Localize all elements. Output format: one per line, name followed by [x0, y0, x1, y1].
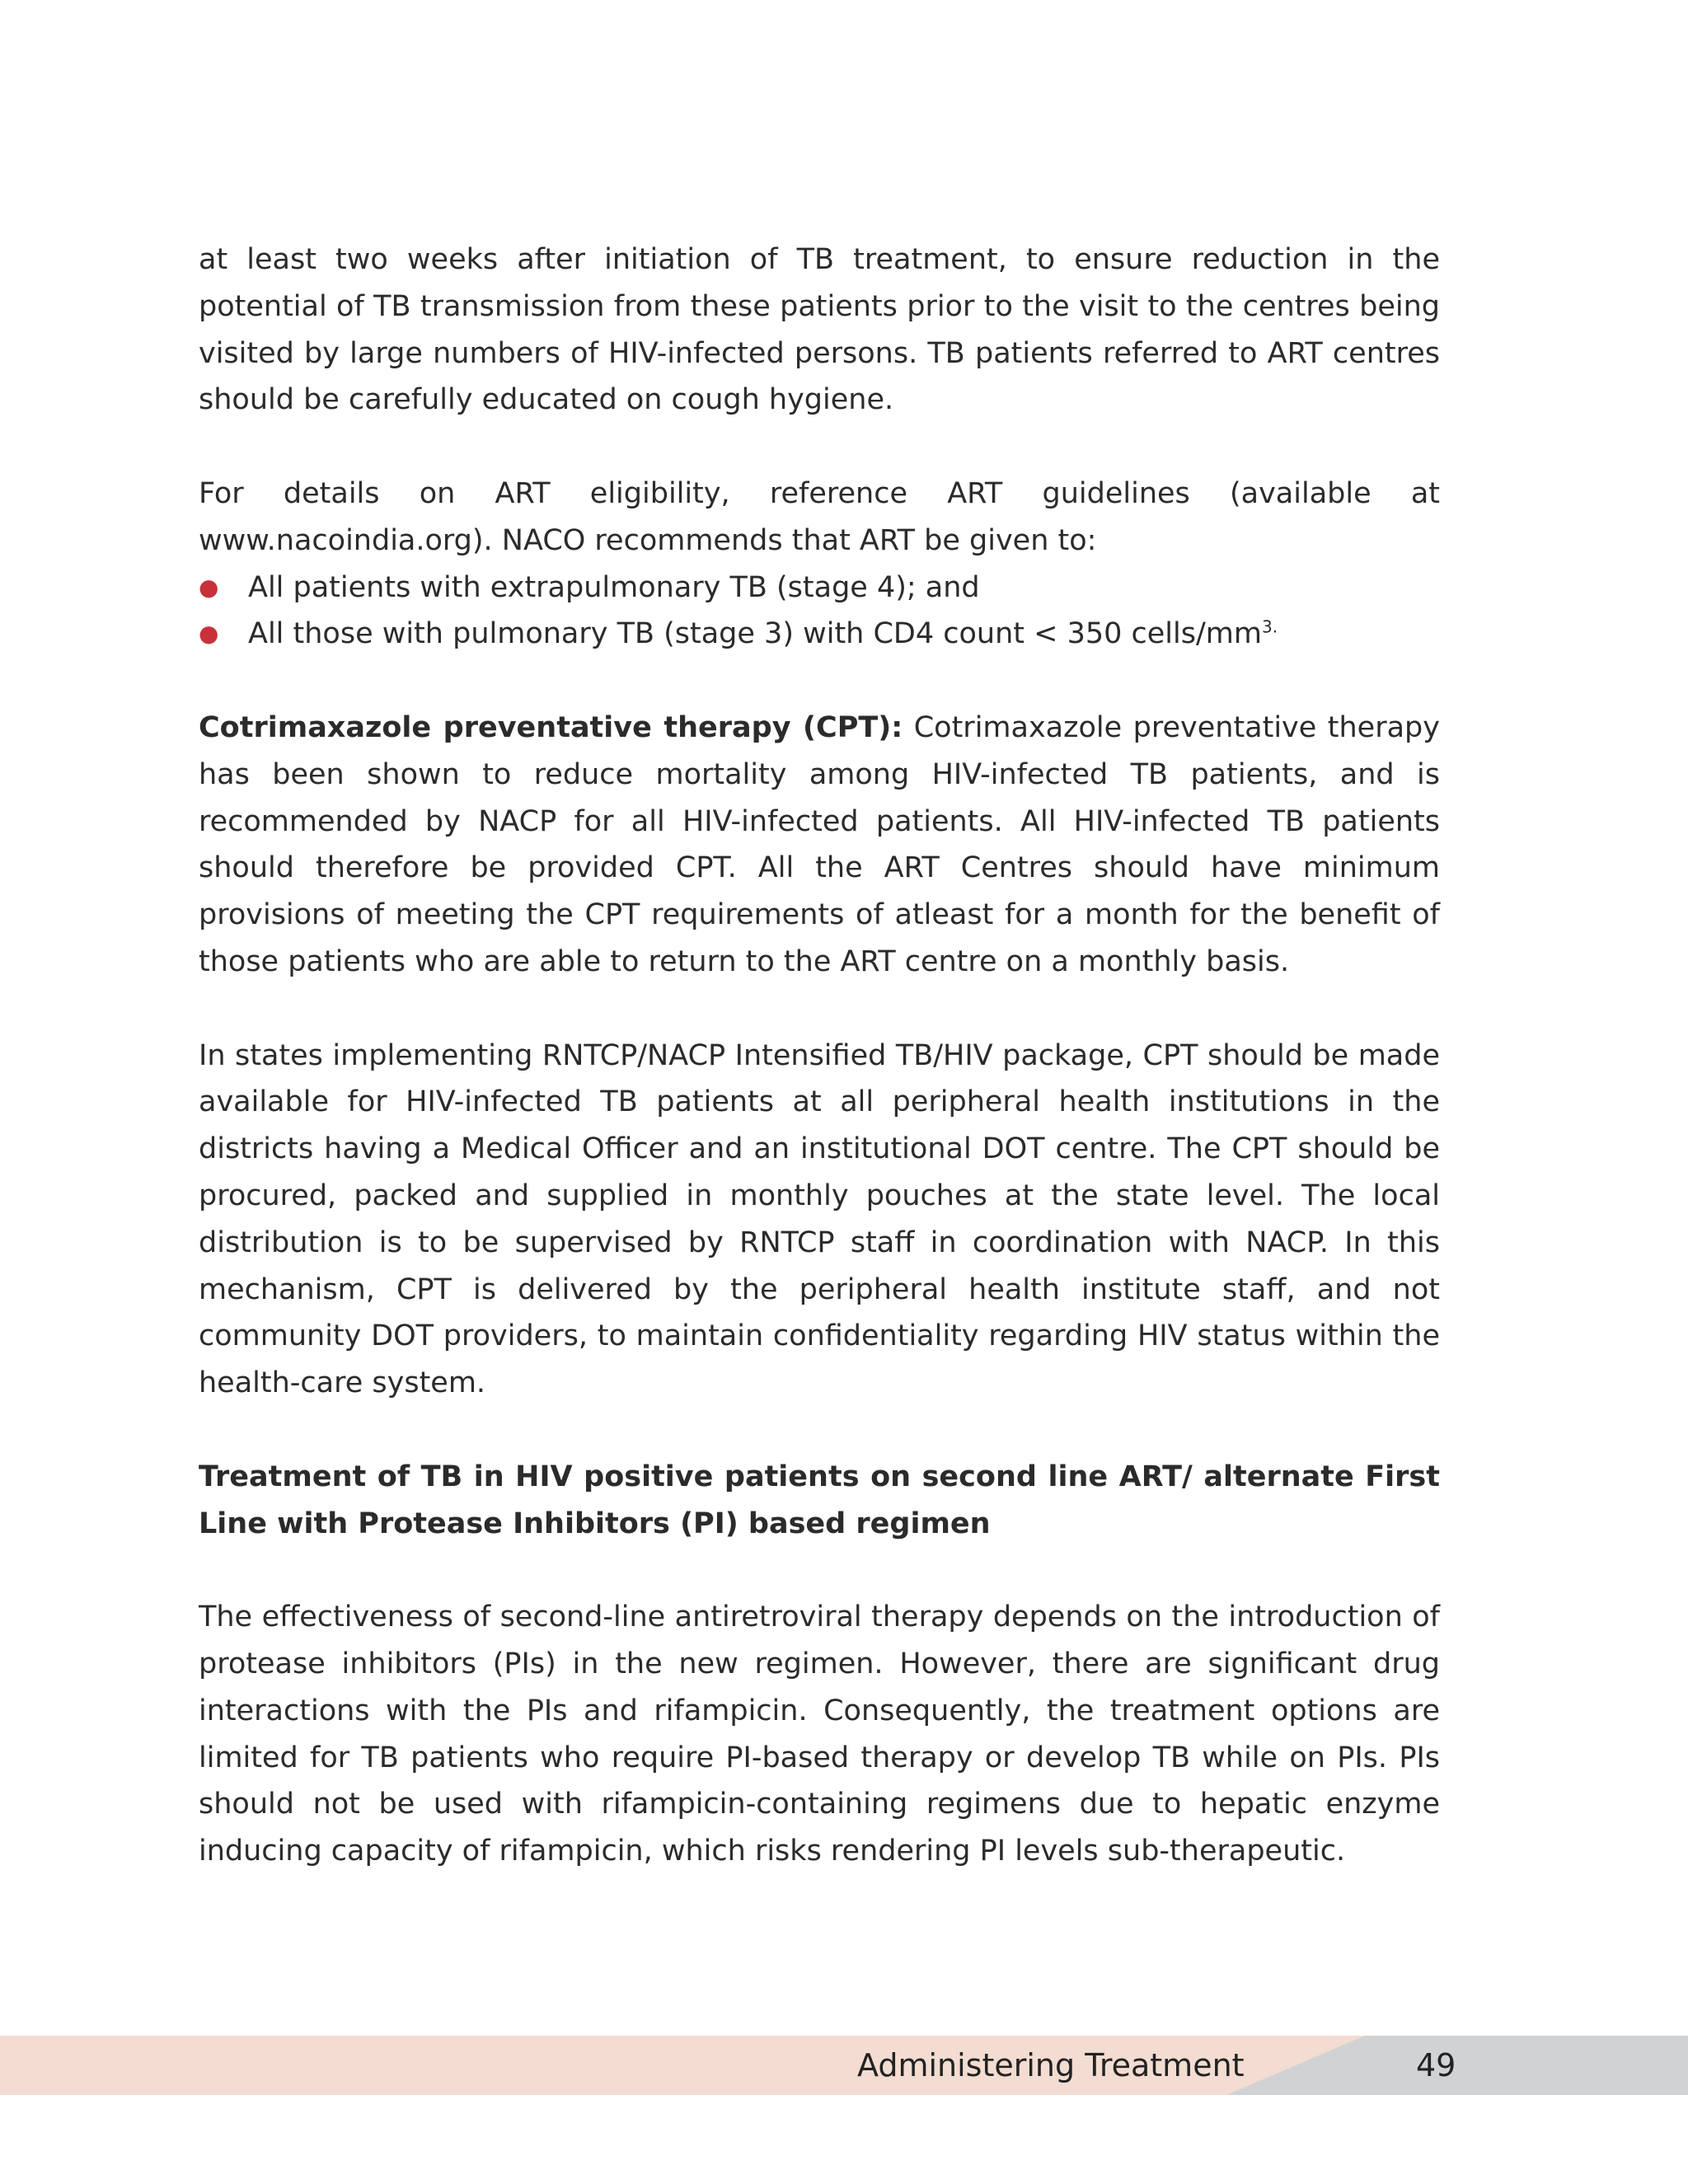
bullet-icon: ● — [199, 573, 219, 601]
paragraph-protease-inhibitors: The effectiveness of second-line antiretroviral therapy depends on the introduction of protease inhibitors (PIs) in the new regimen. However, there are significant drug interactions with the PIs and rifampicin. Consequently, the treatment options are limited for TB patients who require PI-based therapy or develop TB while on PIs. PIs should not be used with rifampicin-containing regimens due to hepatic enzyme inducing capacity of rifampicin, which risks rendering PI levels sub-therapeutic. — [199, 1601, 1440, 1868]
superscript-note: 3. — [1261, 616, 1278, 637]
cpt-text: Cotrimaxazole preventative therapy has been shown to reduce mortality among HIV-infected TB patients, and is recommended by NACP for all HIV-infected patients. All HIV-infected TB patients should therefore be provided CPT. All the ART Centres should have minimum provisions of meeting the CPT requirements of atleast for a month for the benefit of those patients who are able to return to the ART centre on a monthly basis. — [199, 710, 1440, 978]
paragraph-art-eligibility: For details on ART eligibility, reference ART guidelines (available at www.nacoindia.org). NACO recommends that ART be given to: — [199, 476, 1440, 557]
page-number: 49 — [1416, 2047, 1456, 2083]
list-item-text: All patients with extrapulmonary TB (stage 4); and — [248, 570, 980, 604]
footer-grey-band — [1226, 2036, 1688, 2095]
footer-section-title: Administering Treatment — [857, 2047, 1245, 2083]
bullet-icon: ● — [199, 620, 219, 648]
paragraph-art-referral: at least two weeks after initiation of TB treatment, to ensure reduction in the potential of TB transmission from these patients prior to the visit to the centres being visited by large numbers of HIV-infected persons. TB patients referred to ART centres should be carefully educated on cough hygiene. — [199, 243, 1440, 417]
list-item — [199, 611, 1440, 658]
list-item — [199, 565, 1440, 612]
page-content — [199, 237, 1440, 1875]
section-heading-second-line-art: Treatment of TB in HIV positive patients on second line ART/ alternate First Line with Protease Inhibitors (PI) based regimen — [199, 1460, 1440, 1540]
art-criteria-list — [199, 565, 1440, 658]
paragraph-cpt — [199, 705, 1440, 986]
cpt-heading: Cotrimaxazole preventative therapy (CPT): — [199, 710, 903, 744]
page-footer — [0, 2036, 1688, 2095]
paragraph-cpt-distribution: In states implementing RNTCP/NACP Intensified TB/HIV package, CPT should be made available for HIV-infected TB patients at all peripheral health institutions in the districts having a Medical Officer and an institutional DOT centre. The CPT should be procured, packed and supplied in monthly pouches at the state level. The local distribution is to be supervised by RNTCP staff in coordination with NACP. In this mechanism, CPT is delivered by the peripheral health institute staff, and not community DOT providers, to maintain confidentiality regarding HIV status within the health-care system. — [199, 1038, 1440, 1400]
list-item-text: All those with pulmonary TB (stage 3) with CD4 count < 350 cells/mm — [248, 617, 1262, 651]
